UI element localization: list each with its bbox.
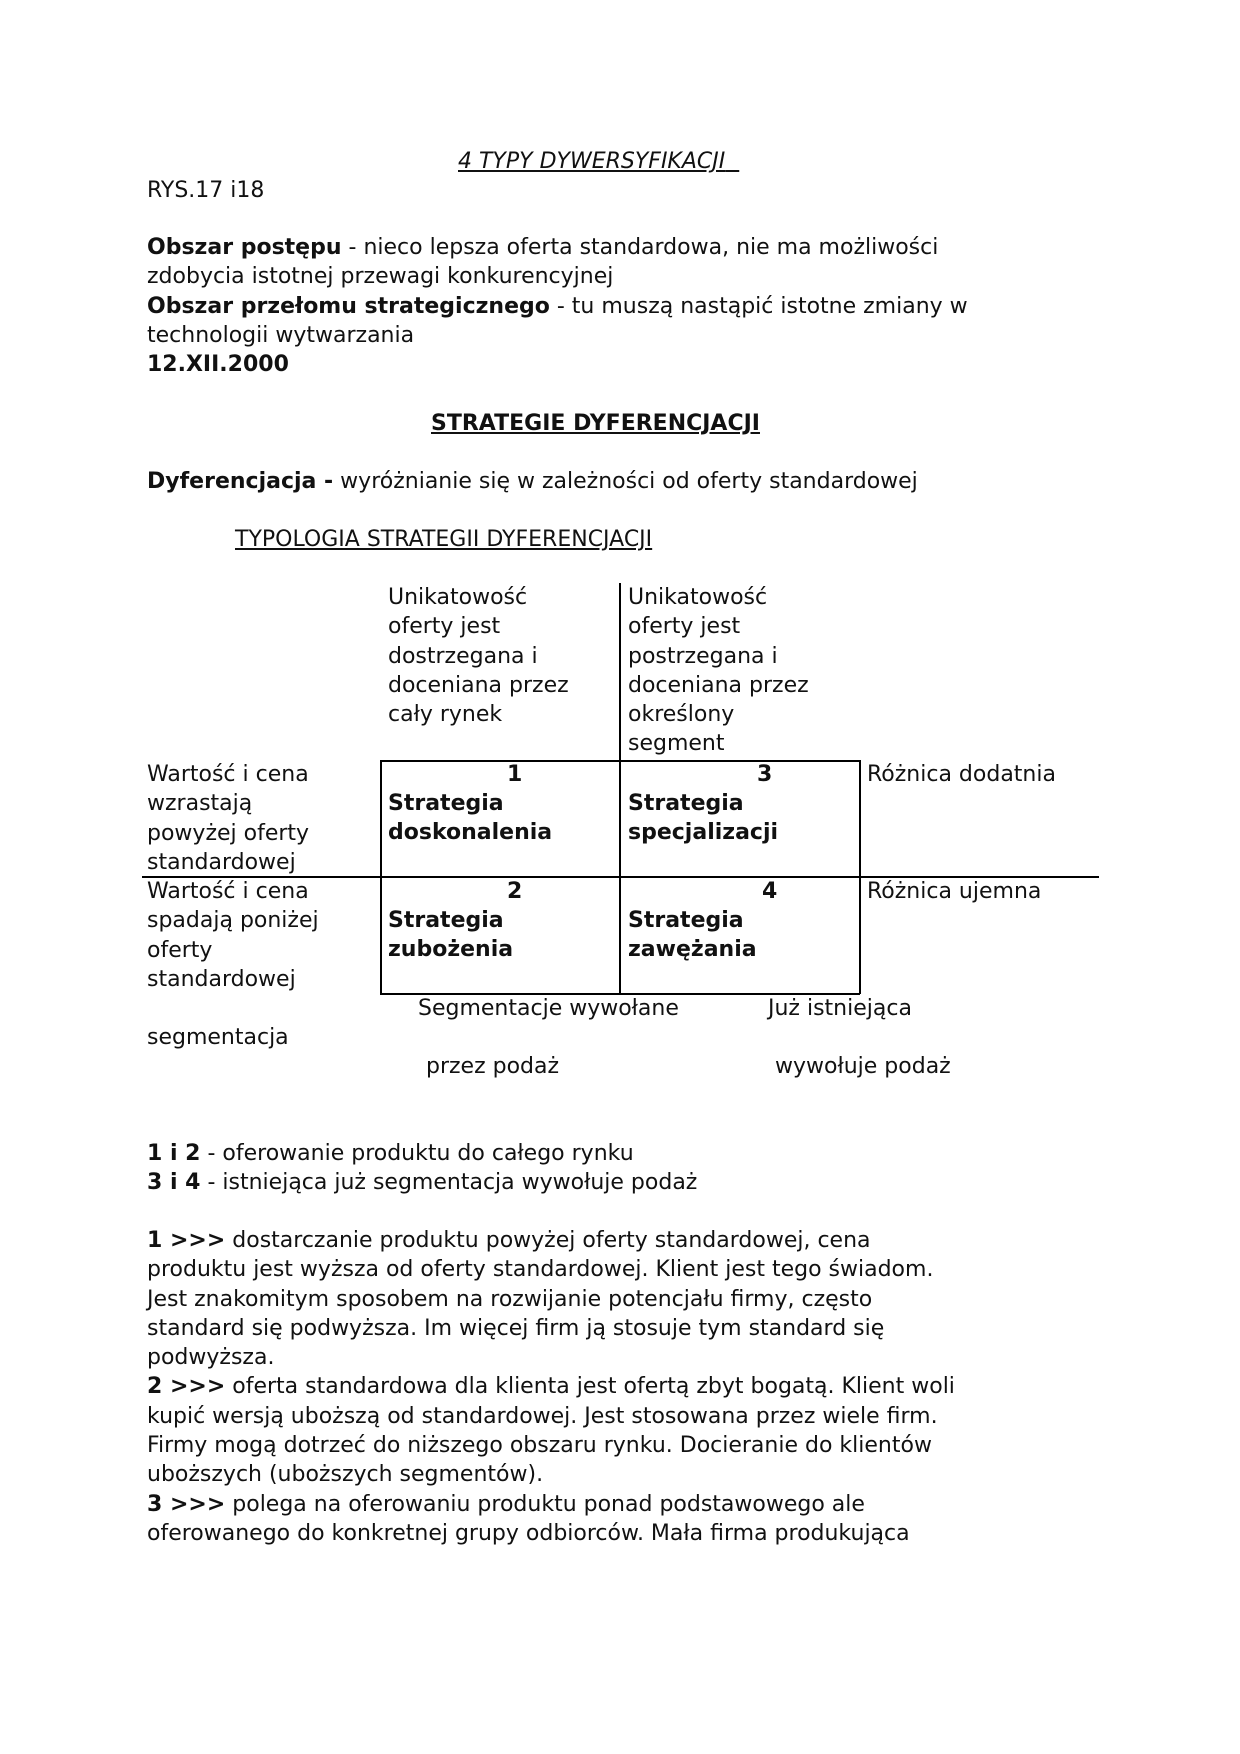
- footer-segmentation-label: segmentacja: [147, 1025, 289, 1050]
- line: polega na oferowaniu produktu ponad podstawowego ale: [225, 1491, 865, 1517]
- line: dostarczanie produktu powyżej oferty standardowej, cena: [225, 1228, 871, 1253]
- cell-strategy-narrowing: Strategia zawężania: [628, 908, 757, 963]
- section-title: STRATEGIE DYFERENCJACJI: [431, 411, 760, 436]
- paragraph-1: [147, 1226, 955, 1548]
- line: uboższych (uboższych segmentów).: [147, 1462, 544, 1488]
- table-border-left: [380, 760, 382, 994]
- document-title: 4 TYPY DYWERSYFIKACJI: [458, 149, 726, 174]
- cell-strategy-specialization: Strategia specjalizacji: [628, 791, 779, 846]
- summary-3-4: [147, 1168, 697, 1197]
- cell-number: 2: [507, 879, 523, 904]
- line: oferta standardowa dla klienta jest ofertą zbyt bogatą. Klient woli: [225, 1374, 955, 1400]
- term: 1 i 2: [147, 1141, 201, 1166]
- table-border-right: [859, 760, 861, 994]
- text: - nieco lepsza oferta standardowa, nie ma możliwości: [341, 235, 939, 260]
- text: zdobycia istotnej przewagi konkurencyjnej: [147, 264, 614, 290]
- cell-number: 3: [757, 762, 773, 787]
- definition-progress: [147, 233, 938, 292]
- right-label-negative: Różnica ujemna: [867, 879, 1042, 904]
- line: Jest znakomitym sposobem na rozwijanie potencjału firmy, często: [147, 1286, 873, 1312]
- term: 1 >>>: [147, 1228, 226, 1253]
- text: - oferowanie produktu do całego rynku: [200, 1141, 634, 1166]
- text: - istniejąca już segmentacja wywołuje podaż: [200, 1170, 698, 1195]
- header-divider: [619, 583, 621, 760]
- footer-supply-1: Segmentacje wywołane: [418, 996, 679, 1021]
- line: Firmy mogą dotrzeć do niższego obszaru rynku. Docieranie do klientów: [147, 1433, 932, 1459]
- cell-number: 4: [762, 879, 778, 904]
- column-header-segment: Unikatowość oferty jest postrzegana i doceniana przez określony segment: [628, 585, 809, 757]
- summary-1-2: [147, 1139, 634, 1168]
- term: Obszar postępu: [147, 235, 342, 260]
- line: produktu jest wyższa od oferty standardowej. Klient jest tego świadom.: [147, 1257, 934, 1283]
- cell-strategy-impoverishment: Strategia zubożenia: [388, 908, 514, 963]
- cell-number: 1: [507, 762, 523, 787]
- footer-existing-1: Już istniejąca: [768, 996, 912, 1021]
- term: 3 i 4: [147, 1170, 201, 1195]
- row-label-above: Wartość i cena wzrastają powyżej oferty standardowej: [147, 762, 310, 875]
- right-label-positive: Różnica dodatnia: [867, 762, 1056, 787]
- line: standard się podwyższa. Im więcej firm ją stosuje tym standard się: [147, 1315, 885, 1341]
- term: 2 >>>: [147, 1374, 226, 1400]
- cell-strategy-improvement: Strategia doskonalenia: [388, 791, 553, 846]
- line: oferowanego do konkretnej grupy odbiorców. Mała firma produkująca: [147, 1520, 910, 1546]
- typology-title: TYPOLOGIA STRATEGII DYFERENCJACJI: [235, 527, 653, 552]
- figure-reference: RYS.17 i18: [147, 178, 265, 203]
- table-column-divider: [619, 760, 621, 994]
- term: Obszar przełomu strategicznego: [147, 293, 550, 319]
- date: 12.XII.2000: [147, 352, 289, 377]
- column-header-whole-market: Unikatowość oferty jest dostrzegana i doceniana przez cały rynek: [388, 585, 569, 728]
- row-label-below: Wartość i cena spadają poniżej oferty standardowej: [147, 879, 319, 992]
- footer-existing-2: wywołuje podaż: [775, 1054, 951, 1079]
- text: wyróżnianie się w zależności od oferty standardowej: [333, 469, 918, 494]
- term: Dyferencjacja -: [147, 469, 334, 494]
- text: technologii wytwarzania: [147, 322, 415, 348]
- term: 3 >>>: [147, 1491, 226, 1517]
- text: - tu muszą nastąpić istotne zmiany w: [549, 293, 968, 319]
- definition-breakthrough: [147, 292, 968, 351]
- line: kupić wersją uboższą od standardowej. Jest stosowana przez wiele firm.: [147, 1403, 938, 1429]
- footer-supply-2: przez podaż: [426, 1054, 560, 1079]
- line: podwyższa.: [147, 1345, 275, 1371]
- definition-differentiation: [147, 467, 918, 496]
